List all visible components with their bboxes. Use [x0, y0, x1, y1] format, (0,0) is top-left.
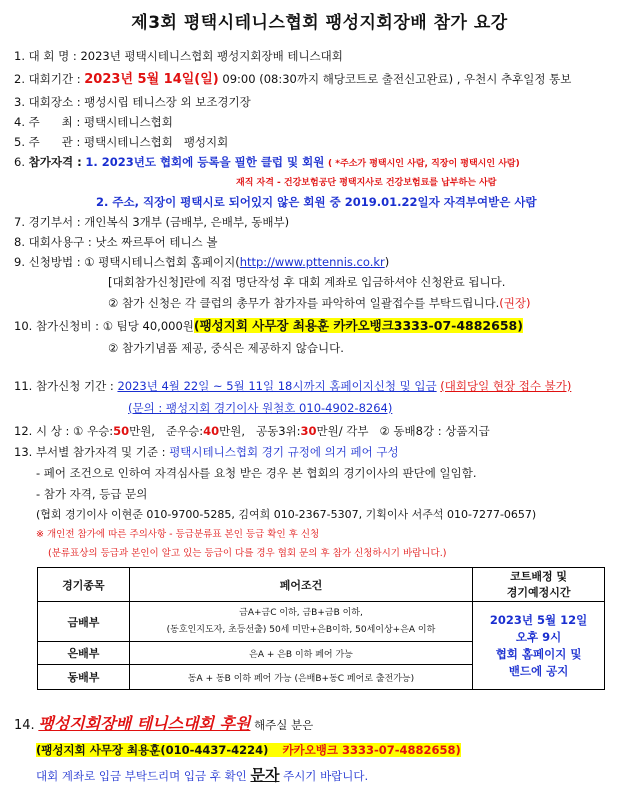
item-13-num: 13. — [14, 445, 33, 459]
item-12-label: 시 상 : — [35, 424, 70, 438]
item-11-num: 11. — [14, 379, 33, 393]
item-10-label: 참가신청비 : — [35, 319, 100, 333]
item-9-label: 신청방법 : — [28, 255, 81, 269]
item-10-fee2: ② 참가기념품 제공, 중식은 제공하지 않습니다. — [108, 341, 344, 355]
item-3 — [14, 94, 251, 110]
item-9-step2-note: (권장) — [499, 296, 531, 310]
homepage-link[interactable]: http://www.pttennis.co.kr — [239, 255, 385, 269]
header-schedule — [473, 568, 605, 602]
condition-bronze: 동A + 동B 이하 페어 가능 (은배B+동C 페어로 출전가능) — [129, 665, 472, 690]
sponsor-suffix: 해주실 분은 — [254, 718, 314, 732]
item-13 — [14, 444, 399, 460]
item-8-label: 대회사용구 : — [28, 235, 92, 249]
header-schedule-line1: 코트배정 및 — [510, 569, 568, 583]
item-6-line2: 재직 자격 - 건강보험공단 평택지사로 건강보험료를 납부하는 사람 — [236, 178, 497, 188]
item-2 — [14, 71, 571, 88]
item-14-num: 14. — [14, 718, 35, 733]
item-2-num: 2. — [14, 72, 25, 86]
item-13-l2: - 참가 자격, 등급 문의 — [36, 487, 148, 501]
sponsor-line3a: 대회 계좌로 입금 부탁드리며 입금 후 확인 — [36, 769, 247, 783]
item-9-step1-end: ) — [384, 255, 390, 269]
item-2-date: 2023년 5월 14일(일) — [84, 72, 219, 87]
sponsor-account — [36, 742, 461, 758]
item-11-label: 참가신청 기간 : — [35, 379, 114, 393]
item-7 — [14, 214, 289, 230]
item-12 — [14, 423, 490, 439]
item-12-p3-value: 30 — [300, 424, 317, 438]
condition-gold-line1: 금A+금C 이하, 금B+금B 이하, — [239, 607, 363, 618]
sponsor-account-num: 카카오뱅크 3333-07-4882658) — [268, 743, 460, 757]
condition-gold — [129, 602, 472, 642]
item-11-period: 2023년 4월 22일 ~ 5월 11일 18시까지 홈페이지신청 및 입금 — [117, 379, 437, 393]
item-9 — [14, 254, 389, 270]
item-12-p1-unit: 만원, 준우승: — [129, 424, 204, 438]
item-3-label: 대회장소 : — [28, 95, 81, 109]
item-6-label: 참가자격 : — [28, 155, 82, 169]
item-5 — [14, 134, 228, 150]
header-schedule-line2: 경기예정시간 — [506, 585, 571, 599]
schedule-line3: 협회 홈페이지 및 — [495, 646, 582, 661]
item-6-num: 6. — [14, 155, 25, 169]
item-4-value: 평택시테니스협회 — [83, 115, 173, 129]
item-12-p1-value: 50 — [113, 424, 130, 438]
item-8-num: 8. — [14, 235, 25, 249]
schedule-line2: 오후 9시 — [515, 629, 562, 644]
item-1-label: 대 회 명 : — [28, 49, 77, 63]
item-8 — [14, 234, 217, 250]
item-4-num: 4. — [14, 115, 25, 129]
division-silver: 은배부 — [38, 642, 130, 665]
item-9-step1b: [대회참가신청]란에 직접 명단작성 후 대회 계좌로 입금하셔야 신청완료 됩니다. — [108, 275, 506, 289]
item-11 — [14, 378, 571, 394]
table-header-row — [38, 568, 605, 602]
item-7-label: 경기부서 : — [28, 215, 81, 229]
item-10-fee: ① 팀당 40,000원 — [102, 319, 194, 333]
division-bronze: 동배부 — [38, 665, 130, 690]
item-10 — [14, 318, 523, 334]
item-8-value: 낫소 짜르투어 테니스 볼 — [95, 235, 218, 249]
item-10-num: 10. — [14, 319, 33, 333]
item-13-l5: (분류표상의 등급과 본인이 알고 있는 등급이 다를 경우 협회 문의 후 참가 신청하시기 바랍니다.) — [48, 548, 447, 559]
table-row — [38, 602, 605, 642]
item-11-onsite: (대회당일 현장 접수 불가) — [440, 379, 572, 393]
sponsor-line3c: 주시기 바랍니다. — [283, 769, 369, 783]
condition-gold-line2: (동호인지도자, 초등선출) 50세 미만+은B이하, 50세이상+은A 이하 — [166, 624, 436, 635]
item-4 — [14, 114, 173, 130]
item-3-value: 팽성시립 테니스장 외 보조경기장 — [84, 95, 251, 109]
item-5-num: 5. — [14, 135, 25, 149]
item-13-l3: (협회 경기이사 이현준 010-9700-5285, 김여희 010-2367-5307, 기획이사 서주석 010-7277-0657) — [36, 508, 537, 521]
item-6-line1: 1. 2023년도 협회에 등록을 필한 클럽 및 회원 — [85, 155, 325, 169]
item-2-rest: 09:00 (08:30까지 해당코트로 출전신고완료) , 우천시 추후일정 통보 — [222, 72, 572, 86]
page-title: 제3회 평택시테니스협회 팽성지회장배 참가 요강 — [131, 13, 508, 33]
item-13-value: 평택시테니스협회 경기 규정에 의거 페어 구성 — [169, 445, 399, 459]
item-9-step2 — [108, 295, 530, 311]
item-9-num: 9. — [14, 255, 25, 269]
sponsor-title: 팽성지회장배 테니스대회 후원 — [38, 714, 251, 733]
item-11-contact: (문의 : 팽성지회 경기이사 원철호 010-4902-8264) — [128, 401, 393, 415]
item-7-num: 7. — [14, 215, 25, 229]
item-13-l1: - 페어 조건으로 인하여 자격심사를 요청 받은 경우 본 협회의 경기이사의 판단에 일임함. — [36, 466, 477, 480]
item-1-num: 1. — [14, 49, 25, 63]
item-10-account: (팽성지회 사무장 최용훈 카카오뱅크3333-07-4882658) — [193, 318, 523, 333]
item-13-l4: ※ 개인전 참가에 따른 주의사항 - 등급분류표 본인 등급 확인 후 신청 — [36, 529, 320, 540]
item-9-step1: ① 평택시테니스협회 홈페이지( — [84, 255, 240, 269]
item-6 — [14, 154, 520, 172]
division-table — [37, 567, 605, 690]
item-2-label: 대회기간 : — [28, 72, 81, 86]
item-7-value: 개인복식 3개부 (금배부, 은배부, 동배부) — [84, 215, 290, 229]
item-6-note: ( *주소가 평택시인 사람, 직장이 평택시인 사람) — [328, 159, 520, 169]
item-4-label: 주 최 : — [28, 115, 81, 129]
header-division: 경기종목 — [38, 568, 130, 602]
division-gold: 금배부 — [38, 602, 130, 642]
item-5-label: 주 관 : — [28, 135, 81, 149]
item-12-p1: ① 우승: — [73, 424, 114, 438]
condition-silver: 은A + 은B 이하 페어 가능 — [129, 642, 472, 665]
sponsor-account-name: (팽성지회 사무장 최용훈(010-4437-4224) — [36, 743, 269, 757]
item-13-label: 부서별 참가자격 및 기준 : — [35, 445, 166, 459]
schedule-line4: 밴드에 공지 — [508, 663, 569, 678]
sponsor-line3 — [36, 766, 368, 785]
item-12-p2-unit: 만원, 공동3위: — [219, 424, 301, 438]
item-6-line3: 2. 주소, 직장이 평택시로 되어있지 않은 회원 중 2019.01.22일자 자격부여받은 사람 — [96, 195, 537, 209]
item-5-value: 평택시테니스협회 팽성지회 — [83, 135, 229, 149]
sponsor-line3b: 문자 — [250, 766, 280, 784]
item-1-value: 2023년 평택시테니스협회 팽성지회장배 테니스대회 — [80, 49, 343, 63]
header-pair-condition: 페어조건 — [129, 568, 472, 602]
item-9-step2-text: ② 참가 신청은 각 클럽의 총무가 참가자를 파악하여 일괄접수를 부탁드립니다. — [108, 296, 500, 310]
schedule-cell — [473, 602, 605, 690]
item-3-num: 3. — [14, 95, 25, 109]
item-12-p2-value: 40 — [203, 424, 220, 438]
item-12-p3-unit: 만원/ 각부 ② 동배8강 : 상품지급 — [316, 424, 490, 438]
item-12-num: 12. — [14, 424, 33, 438]
item-1 — [14, 48, 343, 64]
item-14 — [14, 714, 313, 736]
schedule-line1: 2023년 5월 12일 — [489, 612, 588, 627]
